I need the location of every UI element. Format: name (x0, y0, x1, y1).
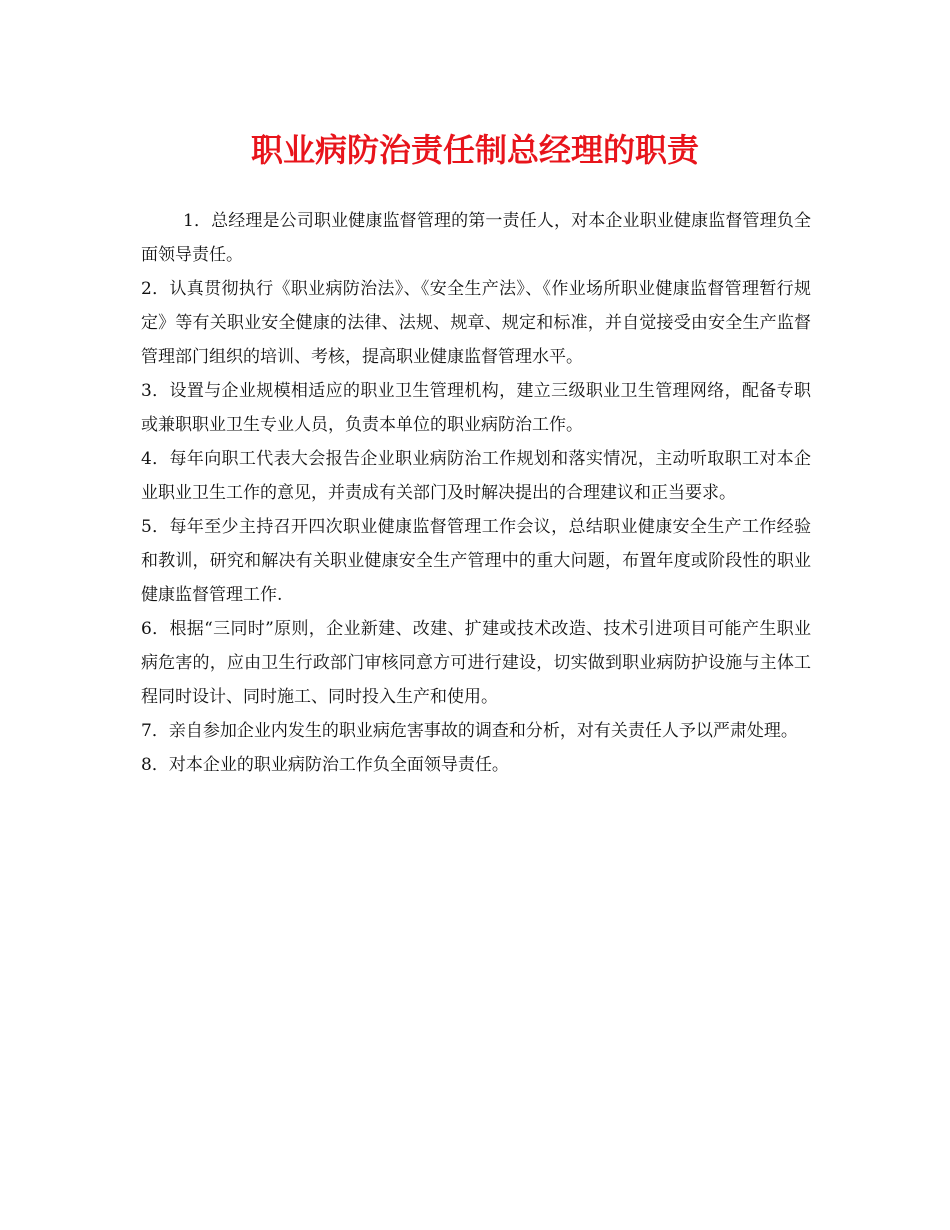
paragraph-8: 8．对本企业的职业病防治工作负全面领导责任。 (141, 755, 509, 775)
paragraph-5: 5．每年至少主持召开四次职业健康监督管理工作会议，总结职业健康安全生产工作经验和教训，研究和解决有关职业健康安全生产管理中的重大问题，布置年度或阶段性的职业健康监督管理工作. (141, 517, 811, 605)
paragraph-3: 3．设置与企业规模相适应的职业卫生管理机构，建立三级职业卫生管理网络，配备专职或兼职职业卫生专业人员，负责本单位的职业病防治工作。 (141, 381, 811, 435)
document-body (141, 204, 811, 782)
paragraph-7: 7．亲自参加企业内发生的职业病危害事故的调查和分析，对有关责任人予以严肃处理。 (141, 721, 798, 741)
paragraph-4: 4．每年向职工代表大会报告企业职业病防治工作规划和落实情况，主动听取职工对本企业职业卫生工作的意见，并责成有关部门及时解决提出的合理建议和正当要求。 (141, 449, 811, 503)
paragraph-6: 6．根据“三同时”原则，企业新建、改建、扩建或技术改造、技术引进项目可能产生职业病危害的，应由卫生行政部门审核同意方可进行建设，切实做到职业病防护设施与主体工程同时设计、同时施工、同时投入生产和使用。 (141, 619, 811, 707)
document-title: 职业病防治责任制总经理的职责 (250, 131, 699, 169)
paragraph-2: 2．认真贯彻执行《职业病防治法》、《安全生产法》、《作业场所职业健康监督管理暂行规定》等有关职业安全健康的法律、法规、规章、规定和标准，并自觉接受由安全生产监督管理部门组织的培训、考核，提高职业健康监督管理水平。 (141, 279, 811, 367)
paragraph-1: 1．总经理是公司职业健康监督管理的第一责任人，对本企业职业健康监督管理负全面领导责任。 (141, 211, 811, 265)
